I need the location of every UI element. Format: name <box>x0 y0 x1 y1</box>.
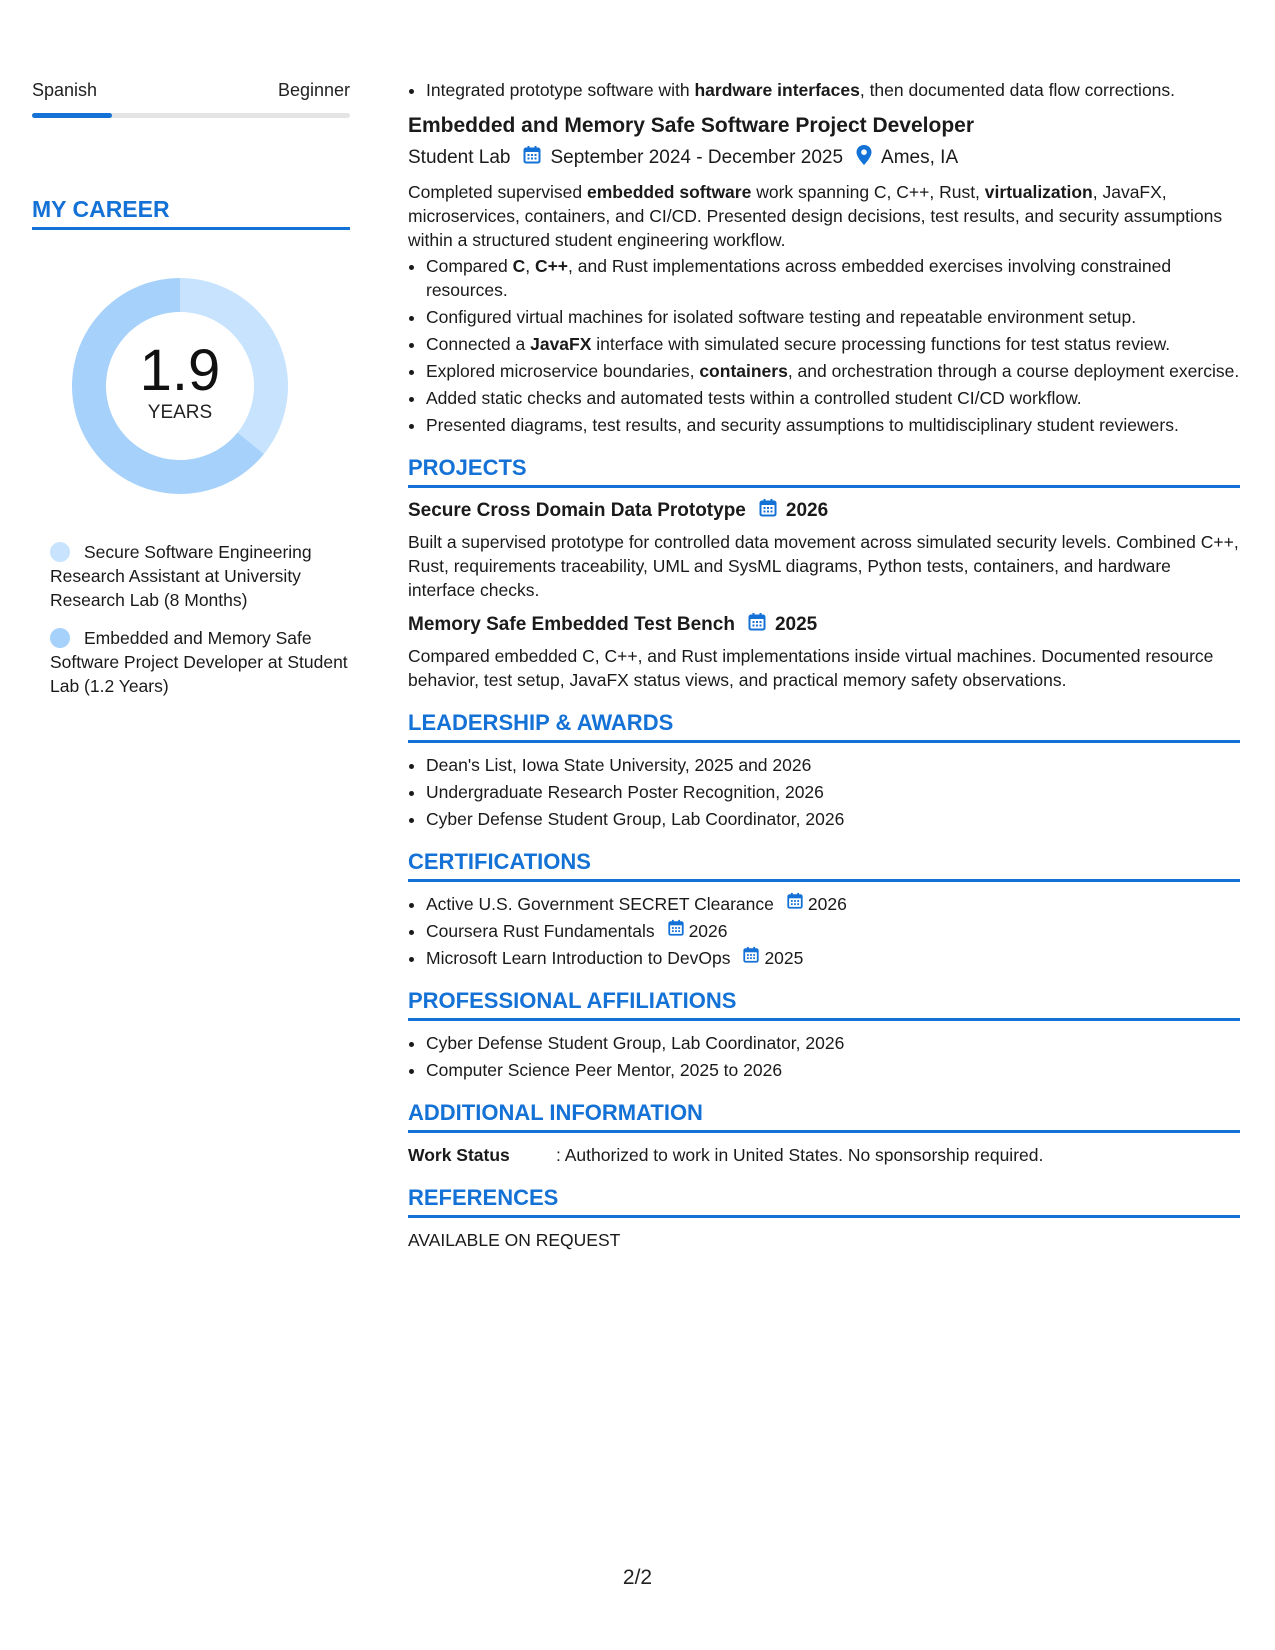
project-year: 2025 <box>774 614 818 635</box>
list-item <box>426 946 1240 970</box>
list-item: • Presented diagrams, test results, and security assumptions to multidisciplinary student reviewers. <box>426 413 1240 437</box>
references-text: AVAILABLE ON REQUEST <box>408 1230 621 1250</box>
career-heading: MY CAREER <box>32 196 350 230</box>
list-item: • Cyber Defense Student Group, Lab Coordinator, 2026 <box>426 1031 1240 1055</box>
bullet-bold: hardware interfaces <box>694 80 860 100</box>
prev-job-bullets <box>408 78 1240 102</box>
list-item: • Added static checks and automated tests within a controlled student CI/CD workflow. <box>426 386 1240 410</box>
cert-year: 2026 <box>807 894 847 914</box>
language-proficiency-bar <box>32 113 350 118</box>
job-meta <box>408 144 1240 172</box>
legend-label: Embedded and Memory Safe Software Project Developer at Student Lab (1.2 Years) <box>50 628 348 696</box>
calendar-icon <box>786 892 804 916</box>
list-item <box>426 254 1240 302</box>
desc-text: , JavaFX, microservices, containers, and CI/CD. Presented design decisions, test results, and security assumptions within a structured student engineering workflow. <box>408 182 1223 250</box>
job-description <box>408 180 1240 252</box>
list-item <box>426 78 1240 102</box>
project-item <box>408 612 1240 692</box>
affiliations-list <box>408 1031 1240 1082</box>
list-item: • Configured virtual machines for isolated software testing and repeatable environment setup. <box>426 305 1240 329</box>
legend-label: Secure Software Engineering Research Assistant at University Research Lab (8 Months) <box>50 542 312 610</box>
project-title: Secure Cross Domain Data Prototype <box>408 500 746 521</box>
bullet-text: , and Rust implementations across embedded exercises involving constrained resources. <box>426 256 1172 300</box>
language-level: Beginner <box>277 80 350 100</box>
bullet-text: , <box>525 256 535 276</box>
desc-bold: embedded software <box>586 182 752 202</box>
work-status-key: Work Status <box>408 1145 510 1165</box>
career-legend <box>50 540 350 698</box>
career-total-unit: YEARS <box>147 402 213 423</box>
legend-item <box>50 540 350 612</box>
legend-swatch <box>50 628 70 648</box>
project-title: Memory Safe Embedded Test Bench <box>408 614 735 635</box>
project-item <box>408 498 1240 602</box>
job-location: Ames, IA <box>881 147 959 168</box>
calendar-icon <box>747 612 767 638</box>
language-row <box>32 80 350 101</box>
job-title: Embedded and Memory Safe Software Project Developer <box>408 114 974 137</box>
job-bullets <box>408 254 1240 437</box>
project-title-row <box>408 612 1240 638</box>
work-status-row <box>408 1143 1240 1167</box>
list-item: • Computer Science Peer Mentor, 2025 to 2026 <box>426 1058 1240 1082</box>
calendar-icon <box>667 919 685 943</box>
list-item: • Cyber Defense Student Group, Lab Coordinator, 2026 <box>426 807 1240 831</box>
additional-heading: ADDITIONAL INFORMATION <box>408 1100 1240 1133</box>
job-company: Student Lab <box>408 147 511 168</box>
donut-center <box>64 270 296 502</box>
bullet-text: , and orchestration through a course deployment exercise. <box>787 361 1240 381</box>
calendar-icon <box>522 145 542 171</box>
list-item <box>426 892 1240 916</box>
project-year: 2026 <box>785 500 829 521</box>
affiliations-heading: PROFESSIONAL AFFILIATIONS <box>408 988 1240 1021</box>
list-item <box>426 919 1240 943</box>
list-item <box>426 332 1240 356</box>
bullet-bold: JavaFX <box>530 334 592 354</box>
bullet-text: , then documented data flow corrections. <box>859 80 1176 100</box>
bullet-text: Explored microservice boundaries, <box>426 361 700 381</box>
career-donut-chart <box>64 270 296 502</box>
cert-name: • Coursera Rust Fundamentals <box>426 921 655 941</box>
language-name: Spanish <box>32 80 98 100</box>
cert-name: • Active U.S. Government SECRET Clearance <box>426 894 774 914</box>
bullet-bold: containers <box>699 361 788 381</box>
page-number: 2/2 <box>622 1566 653 1589</box>
bullet-text: Compared <box>426 256 513 276</box>
career-total-value: 1.9 <box>139 338 221 403</box>
list-item <box>426 359 1240 383</box>
legend-item <box>50 626 350 698</box>
cert-name: • Microsoft Learn Introduction to DevOps <box>426 948 731 968</box>
leadership-list <box>408 753 1240 831</box>
left-column <box>32 80 350 712</box>
language-proficiency-fill <box>32 113 112 118</box>
certifications-list <box>408 892 1240 970</box>
desc-text: Completed supervised <box>408 182 587 202</box>
map-pin-icon <box>855 144 873 172</box>
list-item: • Undergraduate Research Poster Recognition, 2026 <box>426 780 1240 804</box>
desc-bold: virtualization <box>984 182 1093 202</box>
projects-heading: PROJECTS <box>408 455 1240 488</box>
cert-year: 2026 <box>688 921 728 941</box>
job-dates: September 2024 - December 2025 <box>550 147 844 168</box>
right-column <box>408 78 1240 1252</box>
bullet-bold: C++ <box>534 256 569 276</box>
project-description: Compared embedded C, C++, and Rust implementations inside virtual machines. Documented resource behavior, test setup, JavaFX status views, and practical memory safety observations. <box>408 646 1214 690</box>
bullet-text: Integrated prototype software with <box>426 80 695 100</box>
bullet-bold: C <box>512 256 526 276</box>
list-item: • Dean's List, Iowa State University, 2025 and 2026 <box>426 753 1240 777</box>
project-title-row <box>408 498 1240 524</box>
cert-year: 2025 <box>764 948 804 968</box>
desc-text: work spanning C, C++, Rust, <box>751 182 985 202</box>
leadership-heading: LEADERSHIP & AWARDS <box>408 710 1240 743</box>
bullet-text: Connected a <box>426 334 531 354</box>
legend-swatch <box>50 542 70 562</box>
calendar-icon <box>742 946 760 970</box>
certifications-heading: CERTIFICATIONS <box>408 849 1240 882</box>
calendar-icon <box>758 498 778 524</box>
work-status-value: : Authorized to work in United States. No sponsorship required. <box>556 1145 1044 1165</box>
references-heading: REFERENCES <box>408 1185 1240 1218</box>
project-description: Built a supervised prototype for controlled data movement across simulated security levels. Combined C++, Rust, requirements traceability, UML and SysML diagrams, Python tests, containers, and hardware interface checks. <box>408 532 1239 600</box>
bullet-text: interface with simulated secure processing functions for test status review. <box>591 334 1171 354</box>
